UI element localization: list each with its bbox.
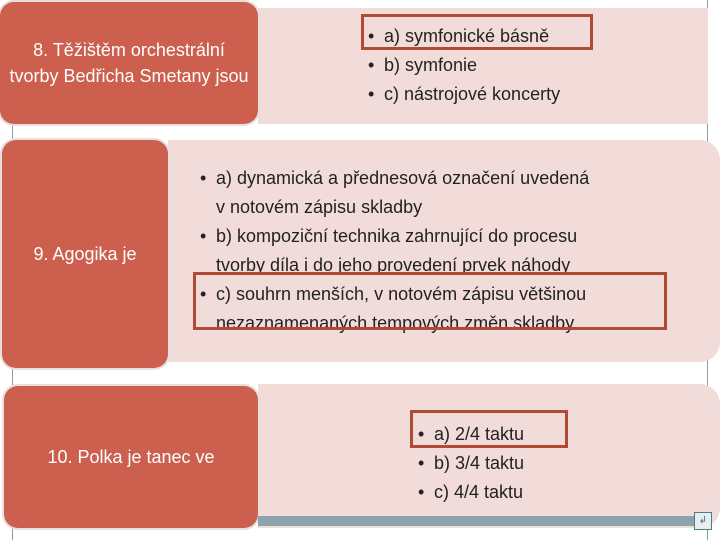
navigation-return-icon[interactable]: ↲	[694, 512, 712, 530]
q8-answer-a[interactable]: • a) symfonické básně	[368, 26, 550, 46]
q8-question-panel	[0, 2, 258, 124]
q8-question-text: 8. Těžištěm orchestrální tvorby Bedřicha Smetany jsou	[9, 40, 249, 86]
q8-correct-answer-highlight	[361, 14, 593, 50]
q9-correct-answer-highlight	[193, 272, 667, 330]
q8-answer-b[interactable]: • b) symfonie	[368, 55, 478, 75]
q10-question-text: 10. Polka je tanec ve	[47, 447, 215, 467]
q10-question-panel	[4, 386, 258, 528]
q9-question-panel	[2, 140, 168, 368]
q10-answer-c[interactable]: • c) 4/4 taktu	[418, 482, 524, 502]
q9-answer-a[interactable]: • a) dynamická a přednesová označení uvedená v notovém zápisu skladby	[200, 168, 590, 217]
q10-answer-panel	[258, 384, 720, 528]
q9-question-text: 9. Agogika je	[33, 244, 137, 264]
q10-answer-b[interactable]: • b) 3/4 taktu	[418, 453, 525, 473]
q10-correct-answer-highlight	[410, 410, 568, 448]
q10-answer-a[interactable]: • a) 2/4 taktu	[418, 424, 525, 444]
q9-answer-b[interactable]: • b) kompoziční technika zahrnující do procesu tvorby díla i do jeho provedení prvek náhody	[200, 226, 578, 275]
bottom-accent-bar	[258, 516, 698, 526]
q9-answer-c[interactable]: • c) souhrn menších, v notovém zápisu většinou nezaznamenaných tempových změn skladby	[200, 284, 587, 333]
q8-answer-c[interactable]: • c) nástrojové koncerty	[368, 84, 561, 104]
